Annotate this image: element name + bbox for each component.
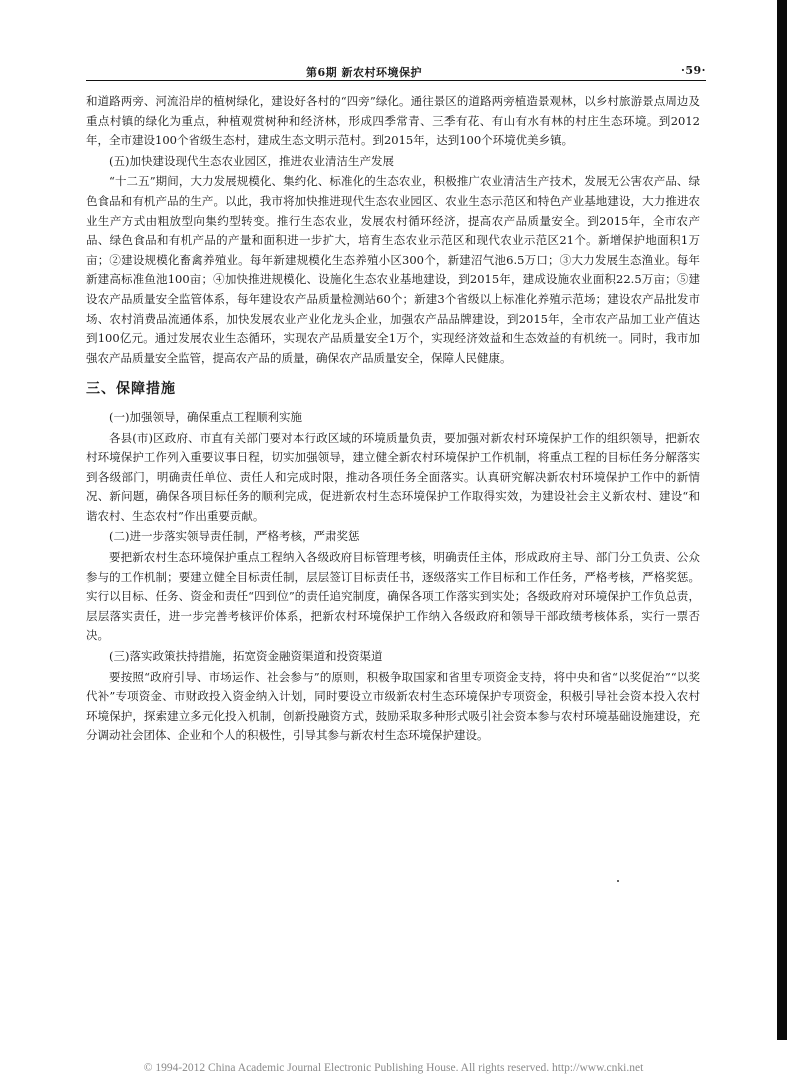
subsection-heading: (一)加强领导，确保重点工程顺利实施 bbox=[109, 409, 302, 424]
paragraph: 要按照“政府引导、市场运作、社会参与”的原则，积极争取国家和省里专项资金支持，将中央和省“以奖促治”“以奖代补”专项资金、市财政投入资金纳入计划，同时要设立市级新农村生态环境保护专项资金，积极引导社会资本投入农村环境保护，探索建立多元化投入机制，创新投融资方式，鼓励采取多种形式吸引社会资本参与农村环境基础设施建设，充分调动社会团体、企业和个人的积极性，引导其参与新农村生态环境保护建设。 bbox=[86, 669, 700, 743]
header-rule bbox=[86, 80, 706, 81]
paragraph: 各县(市)区政府、市直有关部门要对本行政区域的环境质量负责，要加强对新农村环境保护工作的组织领导，把新农村环境保护工作列入重要议事日程，切实加强领导，建立健全新农村环境保护工作机制，将重点工程的目标任务分解落实到各级部门，明确责任单位、责任人和完成时限，推动各项任务全面落实。认真研究解决新农村环境保护工作中的新情况、新问题，确保各项目标任务的顺利完成，促进新农村生态环境保护工作取得实效，为建设社会主义新农村、建设“和谐农村、生态农村”作出重要贡献。 bbox=[86, 430, 700, 523]
subsection-heading: (三)落实政策扶持措施，拓宽资金融资渠道和投资渠道 bbox=[109, 649, 383, 664]
scan-speck bbox=[617, 880, 619, 882]
paragraph: 和道路两旁、河流沿岸的植树绿化，建设好各村的“四旁”绿化。通往景区的道路两旁植造景观林，以乡村旅游景点周边及重点村镇的绿化为重点，种植观赏树种和经济林，形成四季常青、三季有花、有山有水有林的村庄生态环境。到2012年，全市建设100个省级生态村，建成生态文明示范村。到2015年，达到100个环境优美乡镇。 bbox=[86, 94, 700, 148]
paragraph: “十二五”期间，大力发展规模化、集约化、标准化的生态农业，积极推广农业清洁生产技术，发展无公害农产品、绿色食品和有机产品的生产。以此，我市将加快推进现代生态农业园区、农业生态示范区和特色产业基地建设，大力推进农业生产方式由粗放型向集约型转变。推行生态农业，发展农村循环经济，提高农产品质量安全。到2015年，全市农产品、绿色食品和有机产品的产量和面积进一步扩大，培育生态农业示范区和现代农业示范区21个。新增保护地面积1万亩；②建设规模化畜禽养殖业。每年新建规模化生态养殖小区300个，新建沼气池6.5万口；③大力发展生态渔业。每年新建高标准鱼池100亩；④加快推进规模化、设施化生态农业基地建设，到2015年，建成设施农业面积22.5万亩；⑤建设农产品质量安全监管体系，每年建设农产品质量检测站60个；新建3个省级以上标准化养殖示范场；建设农产品批发市场、农村消费品流通体系，加快发展农业产业化龙头企业，加强农产品品牌建设，到2015年，全市农产品加工业产值达到100亿元。通过发展农业生态循环，实现农产品质量安全1万个，实现经济效益和生态效益的有机统一。同时，我市加强农产品质量安全监管，提高农产品的质量，确保农产品质量安全，保障人民健康。 bbox=[86, 174, 700, 365]
section-heading: 三、保障措施 bbox=[86, 381, 176, 398]
paragraph: 要把新农村生态环境保护重点工程纳入各级政府目标管理考核，明确责任主体，形成政府主导、部门分工负责、公众参与的工作机制；要建立健全目标责任制，层层签订目标责任书，逐级落实工作目标和工作任务，严格考核，严格奖惩。实行以目标、任务、资金和责任“四到位”的责任追究制度，确保各项工作落实到实处；各级政府对环境保护工作负总责，层层落实责任，进一步完善考核评价体系，把新农村环境保护工作纳入各级政府和领导干部政绩考核体系，实行一票否决。 bbox=[86, 550, 700, 643]
scan-edge-bar bbox=[777, 0, 787, 1040]
copyright-footer: © 1994-2012 China Academic Journal Electronic Publishing House. All rights reserved. http://www.cnki.net bbox=[143, 1062, 644, 1074]
page-number: ·59· bbox=[681, 64, 706, 77]
running-header bbox=[86, 62, 706, 80]
article-body bbox=[86, 92, 700, 747]
header-title: 第6期 新农村环境保护 bbox=[306, 66, 422, 79]
subsection-heading: (二)进一步落实领导责任制，严格考核，严肃奖惩 bbox=[109, 529, 360, 544]
subsection-heading: (五)加快建设现代生态农业园区，推进农业清洁生产发展 bbox=[109, 153, 394, 168]
